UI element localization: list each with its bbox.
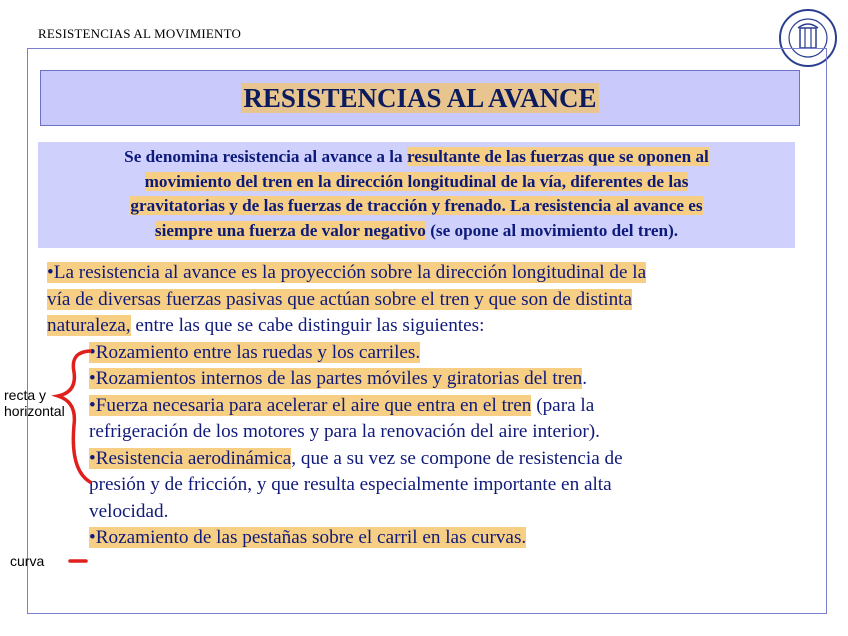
list-item: •Rozamiento de las pestañas sobre el carril en las curvas. (89, 527, 527, 548)
intro-line: entre las que se cabe distinguir las siguientes: (130, 315, 485, 336)
definition-text: (se opone al movimiento del tren). (425, 220, 679, 240)
annotation-recta: recta y horizontal (4, 387, 65, 419)
list-item: . (582, 368, 588, 389)
list-item: •Fuerza necesaria para acelerar el aire que entra en el tren (89, 394, 532, 416)
list-item: velocidad. (89, 500, 169, 522)
list-item: (para la (531, 394, 595, 416)
list-item: •Resistencia aerodinámica (89, 447, 292, 469)
annotation-curva: curva (10, 553, 45, 569)
definition-text: Se denomina resistencia al avance a la (124, 147, 407, 166)
definition-highlight: movimiento del tren en la dirección longitudinal de la vía, diferentes de las (144, 171, 689, 191)
list-item: presión y de fricción, y que resulta especialmente importante en alta (89, 474, 612, 495)
list-item: •Rozamientos internos de las partes móviles y giratorias del tren (89, 368, 583, 389)
definition-highlight: gravitatorias y de las fuerzas de tracción y frenado. La resistencia al avance es (130, 196, 703, 215)
intro-line: naturaleza, (47, 315, 131, 336)
definition-highlight: siempre una fuerza de valor negativo (154, 220, 426, 240)
slide-title: RESISTENCIAS AL AVANCE (243, 83, 597, 113)
intro-line: vía de diversas fuerzas pasivas que actúan sobre el tren y que son de distinta (47, 288, 633, 310)
list-item: refrigeración de los motores y para la renovación del aire interior). (89, 421, 600, 442)
list-item: , que a su vez se compone de resistencia de (291, 447, 623, 469)
definition-highlight: resultante de las fuerzas que se oponen al (406, 147, 709, 166)
section-header: RESISTENCIAS AL MOVIMIENTO (38, 26, 242, 41)
intro-line: •La resistencia al avance es la proyección sobre la dirección longitudinal de la (47, 262, 647, 283)
list-item: •Rozamiento entre las ruedas y los carriles. (89, 341, 421, 363)
